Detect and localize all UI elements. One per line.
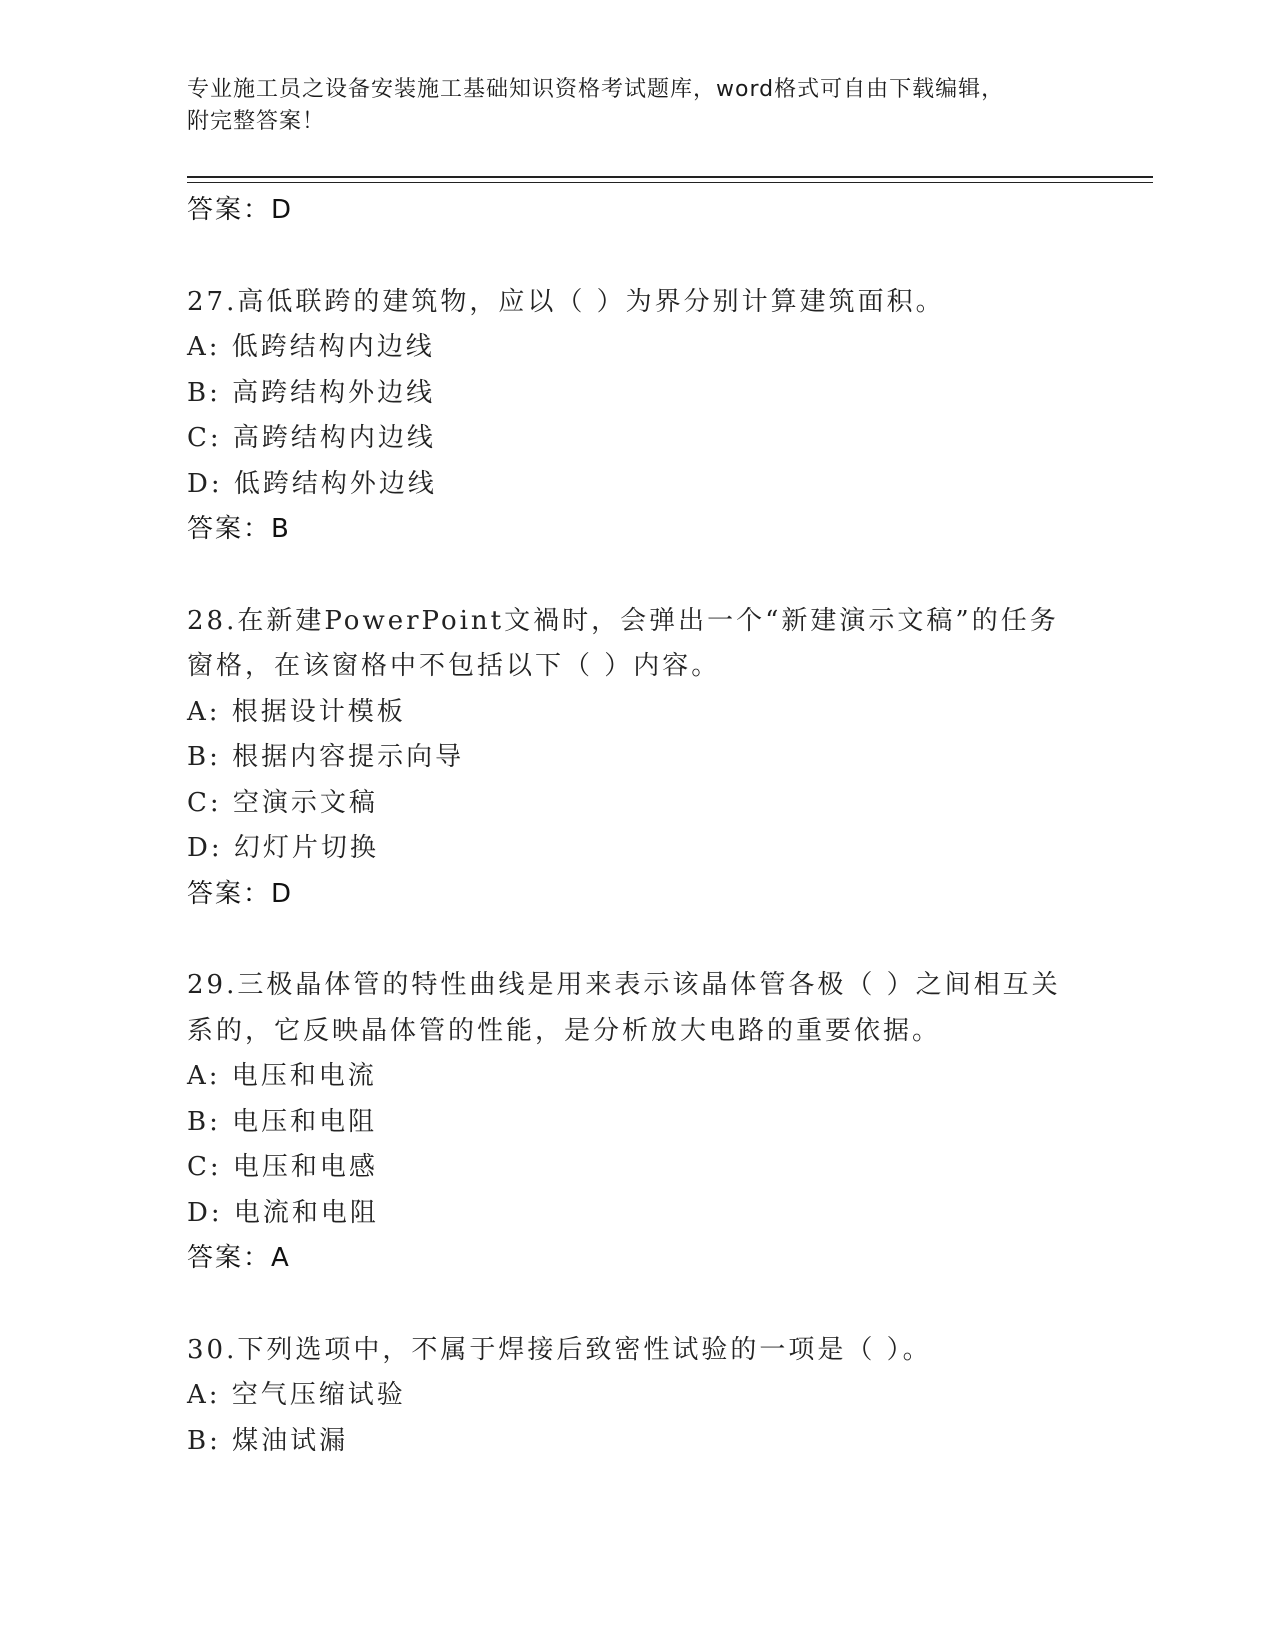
- option-b: B: 电压和电阻: [187, 1106, 378, 1137]
- header-rule-thin: [187, 182, 1153, 183]
- page-header: [187, 74, 1067, 138]
- question-text-continued: 窗格，在该窗格中不包括以下（ ）内容。: [187, 651, 721, 681]
- header-line-1: 专业施工员之设备安装施工基础知识资格考试题库，word格式可自由下载编辑，: [187, 77, 1005, 102]
- answer-line: 答案：B: [187, 514, 291, 544]
- option-b: B: 煤油试漏: [187, 1425, 349, 1456]
- option-a: A: 低跨结构内边线: [187, 332, 435, 362]
- option-a: A: 空气压缩试验: [187, 1380, 406, 1410]
- option-b: B: 高跨结构外边线: [187, 377, 436, 408]
- answer-line: 答案：D: [187, 195, 294, 225]
- option-a: A: 电压和电流: [187, 1061, 377, 1091]
- question-text-continued: 系的，它反映晶体管的性能，是分析放大电路的重要依据。: [187, 1015, 942, 1046]
- question-28: [187, 599, 1087, 918]
- question-27: [187, 280, 1087, 553]
- header-line-2: 附完整答案！: [187, 109, 326, 134]
- option-c: C: 高跨结构内边线: [187, 423, 436, 453]
- question-text: 29.三极晶体管的特性曲线是用来表示该晶体管各极（ ）之间相互关: [187, 970, 1061, 1000]
- spacer: [187, 234, 1087, 280]
- spacer: [187, 1282, 1087, 1328]
- option-a: A: 根据设计模板: [187, 696, 406, 727]
- option-c: C: 电压和电感: [187, 1152, 378, 1182]
- option-d: D: 幻灯片切换: [187, 833, 379, 863]
- answer-line: 答案：A: [187, 1243, 291, 1273]
- question-text: 27.高低联跨的建筑物，应以（ ）为界分别计算建筑面积。: [187, 286, 945, 317]
- spacer: [187, 917, 1087, 963]
- answer-line: 答案：D: [187, 878, 294, 909]
- header-rule-thick: [187, 176, 1153, 178]
- question-29: [187, 963, 1087, 1282]
- question-30: [187, 1328, 1087, 1465]
- question-text: 30.下列选项中，不属于焊接后致密性试验的一项是（ ）。: [187, 1334, 932, 1365]
- option-b: B: 根据内容提示向导: [187, 742, 465, 772]
- option-c: C: 空演示文稿: [187, 787, 378, 818]
- option-d: D: 低跨结构外边线: [187, 468, 437, 499]
- question-text: 28.在新建PowerPoint文禍时，会弹出一个“新建演示文稿”的任务: [187, 605, 1059, 636]
- question-list: [187, 188, 1087, 1464]
- option-d: D: 电流和电阻: [187, 1197, 379, 1228]
- spacer: [187, 553, 1087, 599]
